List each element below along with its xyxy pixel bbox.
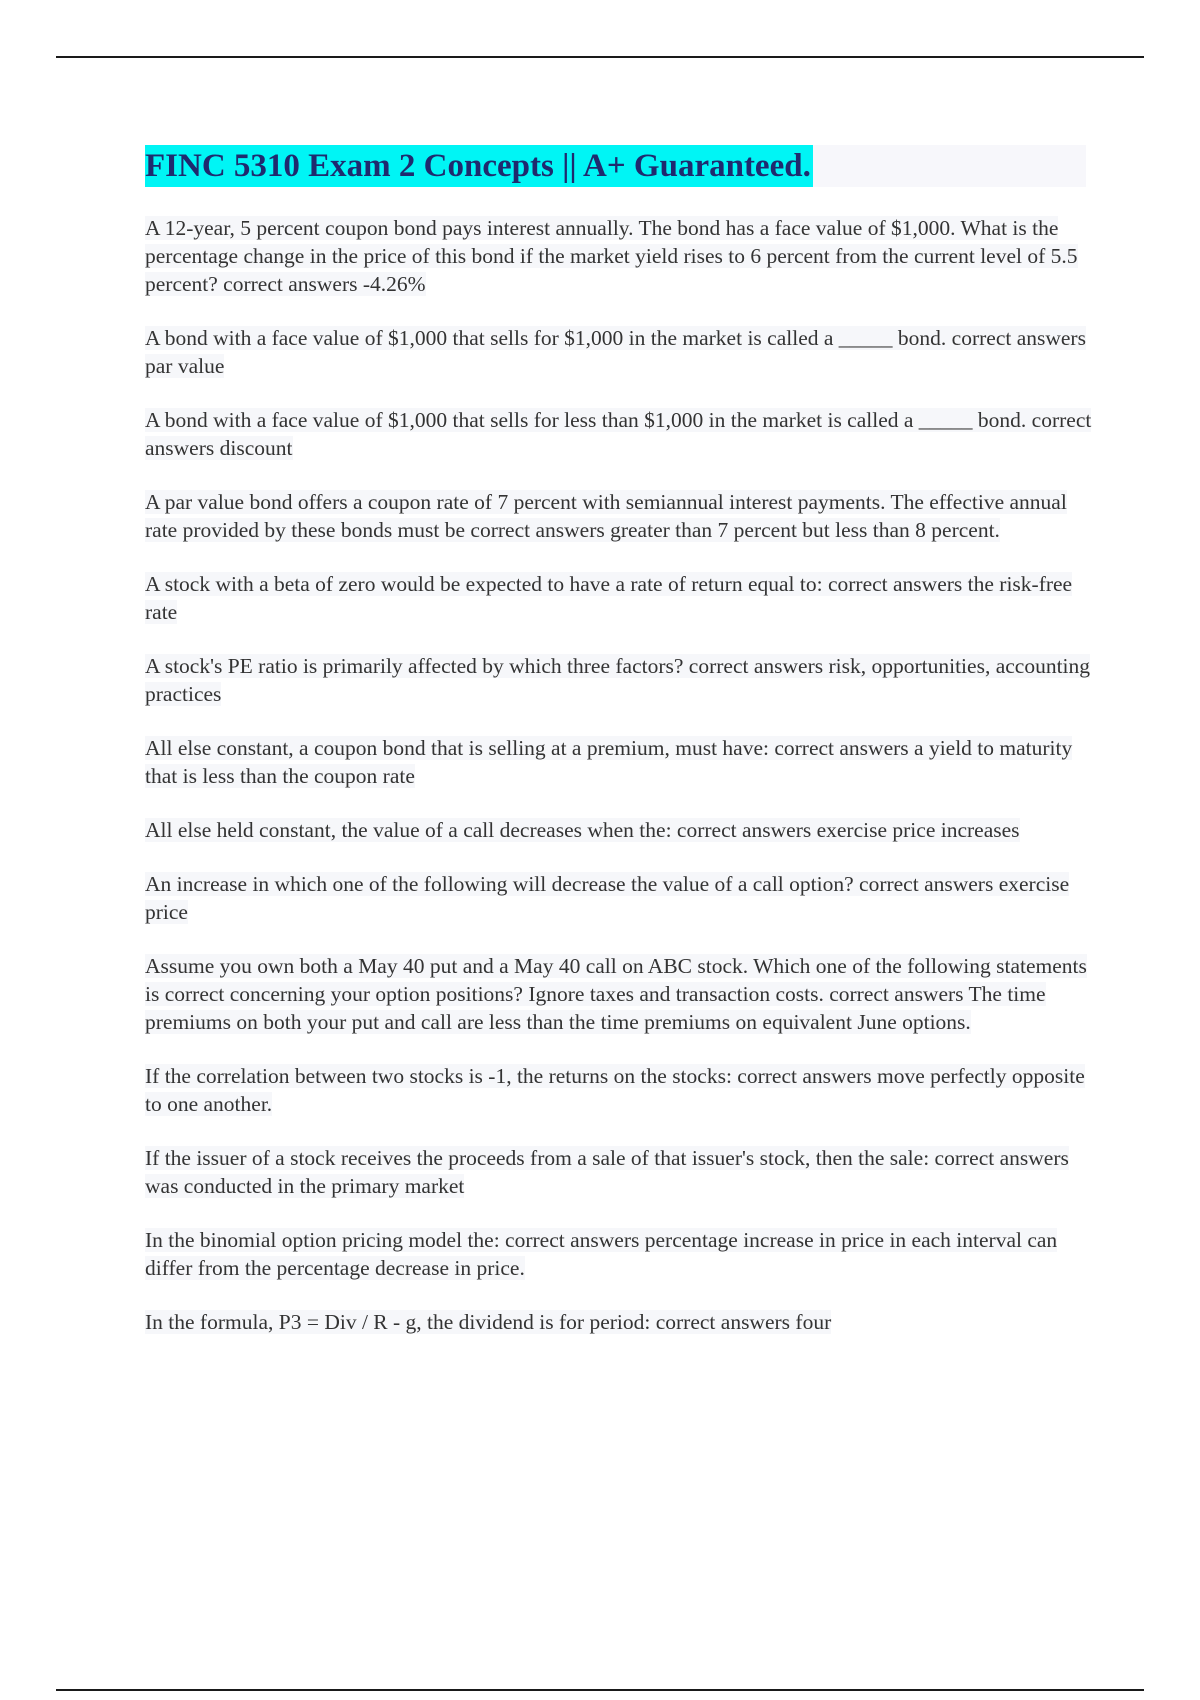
qa-item bbox=[145, 214, 1095, 298]
top-divider bbox=[56, 56, 1144, 58]
qa-text: A stock with a beta of zero would be expected to have a rate of return equal to: correct answers the risk-free rate bbox=[145, 572, 1073, 624]
qa-text: If the correlation between two stocks is -1, the returns on the stocks: correct answers move perfectly opposite to one another. bbox=[145, 1064, 1085, 1116]
qa-item bbox=[145, 1144, 1095, 1200]
qa-item bbox=[145, 952, 1095, 1036]
qa-item bbox=[145, 406, 1095, 462]
document-title: FINC 5310 Exam 2 Concepts || A+ Guaranteed. bbox=[145, 145, 813, 187]
qa-list bbox=[145, 214, 1095, 1362]
qa-item bbox=[145, 488, 1095, 544]
qa-item bbox=[145, 1062, 1095, 1118]
qa-text: A bond with a face value of $1,000 that sells for less than $1,000 in the market is called a _____ bond. correct answers discount bbox=[145, 408, 1092, 460]
qa-text: If the issuer of a stock receives the proceeds from a sale of that issuer's stock, then the sale: correct answers was conducted in the primary market bbox=[145, 1146, 1069, 1198]
qa-item bbox=[145, 1308, 1095, 1336]
qa-text: A stock's PE ratio is primarily affected by which three factors? correct answers risk, opportunities, accounting practices bbox=[145, 654, 1091, 706]
qa-text: All else held constant, the value of a call decreases when the: correct answers exercise price increases bbox=[145, 818, 1020, 842]
qa-text: In the formula, P3 = Div / R - g, the dividend is for period: correct answers four bbox=[145, 1310, 832, 1334]
qa-text: Assume you own both a May 40 put and a May 40 call on ABC stock. Which one of the following statements is correct concerning your option positions? Ignore taxes and transaction costs. correct answers The time premiums on both your put and call are less than the time premiums on equivalent June options. bbox=[145, 954, 1087, 1034]
bottom-divider bbox=[56, 1689, 1144, 1691]
qa-item bbox=[145, 870, 1095, 926]
qa-text: A par value bond offers a coupon rate of 7 percent with semiannual interest payments. The effective annual rate provided by these bonds must be correct answers greater than 7 percent but less than 8 percent. bbox=[145, 490, 1067, 542]
qa-item bbox=[145, 570, 1095, 626]
qa-item bbox=[145, 816, 1095, 844]
qa-text: A bond with a face value of $1,000 that sells for $1,000 in the market is called a _____ bond. correct answers par value bbox=[145, 326, 1086, 378]
qa-item bbox=[145, 324, 1095, 380]
qa-item bbox=[145, 734, 1095, 790]
qa-text: A 12-year, 5 percent coupon bond pays interest annually. The bond has a face value of $1,000. What is the percentage change in the price of this bond if the market yield rises to 6 percent from the current level of 5.5 percent? correct answers -4.26% bbox=[145, 216, 1078, 296]
qa-item bbox=[145, 652, 1095, 708]
qa-text: All else constant, a coupon bond that is selling at a premium, must have: correct answers a yield to maturity that is less than the coupon rate bbox=[145, 736, 1073, 788]
qa-text: An increase in which one of the following will decrease the value of a call option? correct answers exercise price bbox=[145, 872, 1070, 924]
qa-item bbox=[145, 1226, 1095, 1282]
qa-text: In the binomial option pricing model the: correct answers percentage increase in price in each interval can differ from the percentage decrease in price. bbox=[145, 1228, 1058, 1280]
